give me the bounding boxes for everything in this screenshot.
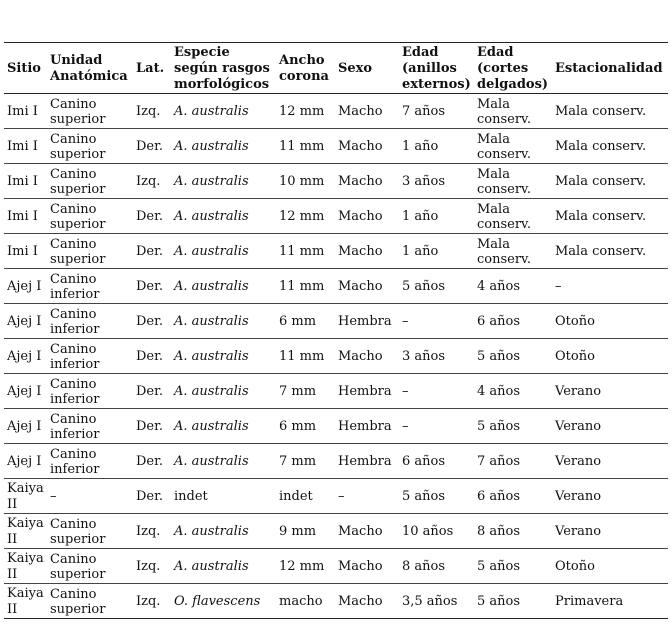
cell-edad-cortes: 7 años (477, 454, 521, 469)
table-row (4, 339, 668, 374)
cell-edad-anillos: 3 años (402, 348, 446, 364)
cell-ancho: 7 mm (279, 383, 317, 399)
table-row (4, 584, 668, 619)
cell-sexo: Macho (338, 208, 383, 224)
cell-estacionalidad: Verano (555, 523, 602, 539)
cell-lat: Der. (136, 488, 164, 504)
cell-unidad: Canino superior (50, 551, 106, 582)
cell-estacionalidad: Mala conserv. (555, 173, 647, 189)
cell-sitio: Imi I (7, 208, 38, 224)
cell-sitio: Ajej I (7, 418, 42, 434)
cell-ancho: 12 mm (279, 558, 325, 574)
cell-estacionalidad: Otoño (555, 558, 595, 574)
cell-estacionalidad: Verano (555, 453, 602, 469)
cell-sitio: Imi I (7, 173, 38, 189)
cell-estacionalidad: Mala conserv. (555, 103, 647, 119)
cell-estacionalidad: Mala conserv. (555, 243, 647, 259)
cell-sitio: Kaiya II (7, 585, 44, 617)
cell-sexo: Macho (338, 243, 383, 259)
cell-edad-cortes: 5 años (477, 419, 521, 434)
cell-unidad: – (50, 489, 57, 504)
cell-ancho: 12 mm (279, 208, 325, 224)
table-row (4, 549, 668, 584)
cell-unidad: Canino inferior (50, 271, 100, 302)
cell-ancho: 6 mm (279, 418, 317, 434)
cell-especie: A. australis (174, 313, 249, 329)
cell-especie: A. australis (174, 558, 249, 574)
cell-unidad: Canino superior (50, 516, 106, 547)
cell-sitio: Ajej I (7, 348, 42, 364)
cell-edad-cortes: 4 años (477, 384, 521, 399)
header-unidad: Unidad Anatómica (50, 52, 128, 84)
data-table (4, 42, 668, 619)
cell-ancho: 11 mm (279, 278, 325, 294)
header-lat: Lat. (136, 60, 165, 76)
cell-sexo: Macho (338, 593, 383, 609)
table-row (4, 234, 668, 269)
cell-sitio: Ajej I (7, 313, 42, 329)
cell-sexo: Hembra (338, 313, 392, 329)
cell-especie: A. australis (174, 348, 249, 364)
cell-ancho: 7 mm (279, 453, 317, 469)
table-row (4, 164, 668, 199)
cell-sexo: Macho (338, 278, 383, 294)
cell-edad-anillos: 5 años (402, 278, 446, 294)
cell-lat: Der. (136, 418, 164, 434)
cell-sexo: – (338, 488, 345, 504)
cell-lat: Der. (136, 348, 164, 364)
cell-unidad: Canino superior (50, 131, 106, 162)
cell-edad-anillos: 6 años (402, 453, 446, 469)
header-especie: Especie según rasgos morfológicos (174, 44, 270, 92)
cell-lat: Der. (136, 453, 164, 469)
cell-especie: indet (174, 488, 208, 504)
cell-especie: A. australis (174, 418, 249, 434)
cell-edad-anillos: 7 años (402, 103, 446, 119)
table-row (4, 94, 668, 129)
cell-estacionalidad: Mala conserv. (555, 208, 647, 224)
cell-unidad: Canino inferior (50, 411, 100, 442)
cell-especie: A. australis (174, 383, 249, 399)
cell-unidad: Canino inferior (50, 376, 100, 407)
cell-estacionalidad: Primavera (555, 593, 624, 609)
cell-lat: Der. (136, 243, 164, 259)
table-row (4, 409, 668, 444)
cell-unidad: Canino superior (50, 586, 106, 617)
cell-edad-cortes: 6 años (477, 314, 521, 329)
cell-edad-anillos: – (402, 383, 409, 399)
cell-especie: O. flavescens (174, 593, 261, 609)
header-ancho: Ancho corona (279, 52, 329, 84)
cell-edad-cortes: 5 años (477, 594, 521, 609)
header-row (4, 43, 668, 94)
table-header (4, 43, 668, 94)
cell-unidad: Canino superior (50, 96, 106, 127)
cell-edad-cortes: Mala conserv. (477, 236, 531, 267)
cell-ancho: 11 mm (279, 348, 325, 364)
cell-sexo: Hembra (338, 453, 392, 469)
cell-sexo: Macho (338, 173, 383, 189)
cell-edad-anillos: 5 años (402, 488, 446, 504)
cell-ancho: 12 mm (279, 103, 325, 119)
cell-lat: Izq. (136, 103, 161, 119)
cell-sexo: Macho (338, 558, 383, 574)
cell-edad-anillos: 3,5 años (402, 593, 458, 609)
cell-sitio: Ajej I (7, 453, 42, 469)
cell-edad-anillos: 1 año (402, 208, 439, 224)
cell-edad-cortes: 5 años (477, 349, 521, 364)
header-edad-anillos: Edad (anillos externos) (402, 44, 471, 92)
cell-ancho: indet (279, 488, 313, 504)
cell-ancho: 9 mm (279, 523, 317, 539)
cell-sitio: Ajej I (7, 383, 42, 399)
cell-lat: Der. (136, 278, 164, 294)
cell-estacionalidad: Verano (555, 383, 602, 399)
cell-edad-anillos: – (402, 313, 409, 329)
cell-edad-cortes: 8 años (477, 524, 521, 539)
cell-sexo: Hembra (338, 383, 392, 399)
cell-edad-cortes: 5 años (477, 559, 521, 574)
cell-especie: A. australis (174, 173, 249, 189)
cell-edad-cortes: Mala conserv. (477, 131, 531, 162)
table-body (4, 94, 668, 619)
cell-estacionalidad: Verano (555, 418, 602, 434)
cell-unidad: Canino superior (50, 236, 106, 267)
cell-sitio: Imi I (7, 103, 38, 119)
cell-especie: A. australis (174, 138, 249, 154)
cell-edad-cortes: Mala conserv. (477, 96, 531, 127)
table-row (4, 374, 668, 409)
cell-estacionalidad: Verano (555, 488, 602, 504)
cell-sitio: Kaiya II (7, 480, 44, 512)
cell-ancho: 10 mm (279, 173, 325, 189)
cell-sexo: Macho (338, 348, 383, 364)
cell-unidad: Canino superior (50, 201, 106, 232)
cell-especie: A. australis (174, 453, 249, 469)
cell-sitio: Kaiya II (7, 515, 44, 547)
cell-lat: Izq. (136, 593, 161, 609)
cell-sitio: Imi I (7, 138, 38, 154)
cell-ancho: 6 mm (279, 313, 317, 329)
cell-sitio: Imi I (7, 243, 38, 259)
cell-lat: Der. (136, 313, 164, 329)
cell-edad-cortes: 6 años (477, 489, 521, 504)
cell-especie: A. australis (174, 523, 249, 539)
header-sitio: Sitio (7, 60, 41, 76)
cell-sexo: Macho (338, 103, 383, 119)
table-row (4, 479, 668, 514)
cell-edad-anillos: 1 año (402, 243, 439, 259)
table-row (4, 444, 668, 479)
cell-edad-cortes: Mala conserv. (477, 201, 531, 232)
cell-especie: A. australis (174, 243, 249, 259)
cell-lat: Der. (136, 208, 164, 224)
cell-lat: Der. (136, 383, 164, 399)
cell-sexo: Macho (338, 138, 383, 154)
cell-lat: Der. (136, 138, 164, 154)
cell-edad-anillos: 10 años (402, 523, 454, 539)
cell-lat: Izq. (136, 523, 161, 539)
cell-sexo: Hembra (338, 418, 392, 434)
header-estacionalidad: Estacionalidad (555, 60, 663, 76)
table-row (4, 304, 668, 339)
cell-unidad: Canino inferior (50, 446, 100, 477)
cell-edad-cortes: 4 años (477, 279, 521, 294)
cell-especie: A. australis (174, 208, 249, 224)
header-edad-cortes: Edad (cortes delgados) (477, 44, 549, 92)
cell-lat: Izq. (136, 173, 161, 189)
cell-estacionalidad: Otoño (555, 348, 595, 364)
table-row (4, 129, 668, 164)
cell-sexo: Macho (338, 523, 383, 539)
cell-lat: Izq. (136, 558, 161, 574)
cell-estacionalidad: Mala conserv. (555, 138, 647, 154)
cell-ancho: 11 mm (279, 243, 325, 259)
cell-ancho: macho (279, 593, 323, 609)
cell-sitio: Kaiya II (7, 550, 44, 582)
cell-unidad: Canino inferior (50, 306, 100, 337)
table-row (4, 199, 668, 234)
cell-edad-anillos: 3 años (402, 173, 446, 189)
cell-especie: A. australis (174, 103, 249, 119)
cell-sitio: Ajej I (7, 278, 42, 294)
cell-edad-anillos: – (402, 418, 409, 434)
cell-unidad: Canino superior (50, 166, 106, 197)
cell-especie: A. australis (174, 278, 249, 294)
cell-estacionalidad: Otoño (555, 313, 595, 329)
cell-unidad: Canino inferior (50, 341, 100, 372)
cell-estacionalidad: – (555, 278, 562, 294)
table-row (4, 269, 668, 304)
cell-edad-anillos: 8 años (402, 558, 446, 574)
table-row (4, 514, 668, 549)
cell-edad-cortes: Mala conserv. (477, 166, 531, 197)
cell-ancho: 11 mm (279, 138, 325, 154)
header-sexo: Sexo (338, 60, 373, 76)
cell-edad-anillos: 1 año (402, 138, 439, 154)
